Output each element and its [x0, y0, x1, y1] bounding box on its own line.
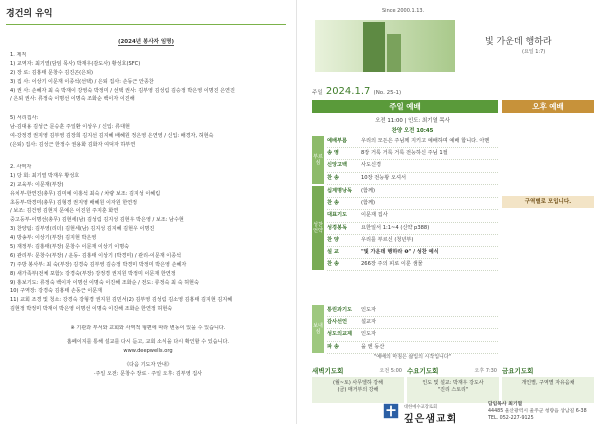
order-row: 십계명낭독 (함께) — [327, 186, 498, 198]
list-item: 초등부-박경미(총무) 김형경 권지영 배혜원 이자원 한연정 — [10, 199, 138, 206]
order-row: 성도의교제 인도자 — [327, 329, 498, 341]
list-item: 9) 홍보기도: 류정숙 백이자 이명선 이명숙 이진해 조화순 / 전도: 류정숙 최 숙 허현숙 — [10, 279, 199, 286]
bulletin-date — [312, 86, 401, 97]
order-row: 신앙고백 사도신경 — [327, 160, 498, 172]
list-item: (은퇴) 집사: 김성근 한정수 권용화 김화자 여덕자 하부연 — [10, 141, 136, 148]
order-row: 송 영 8장 거룩 거룩 거룩 전능하신 주님 1절 — [327, 148, 498, 160]
list-item: 유치부-한연진(총무) 김미예 이홍석 최숙 / 차량 보조: 김지성 이혜림 — [10, 190, 161, 197]
homepage-text: 홈페이지를 통해 설교를 다시 듣고, 교회 소식을 다시 확인할 수 있습니다. — [66, 338, 230, 345]
page-divider — [296, 0, 297, 424]
meeting-body — [312, 377, 404, 403]
order-row: 성경봉독 요한일서 1:1~4 (신약 p388) — [327, 223, 498, 235]
list-item: 1) 교역자: 최기열(담임 목사) 박재우(감도사) 황성호(SFC) — [10, 60, 141, 67]
section-label: 부르심 — [312, 136, 324, 184]
meeting-body — [407, 377, 499, 403]
list-item: 중고등부-이명선(총무) 김현세(남) 김성림 김지성 김현우 박은영 / 보조: 남수현 — [10, 217, 184, 224]
pm-service-tab: 오후 예배 — [502, 100, 594, 113]
section-label: 성찬언약 — [312, 186, 324, 270]
pm-service-note: 구역별로 모입니다. — [502, 196, 594, 208]
order-row: 찬 양 우리를 부르신 (청년부) — [327, 235, 498, 247]
meeting-time: 오후 7:30 — [474, 368, 497, 374]
homepage-link[interactable]: www.deepwells.org — [123, 347, 173, 354]
list-item: / 은퇴 권사: 류정숙 이명선 이명숙 조화순 백이자 이진해 — [10, 96, 135, 103]
address-line: 44485 울산광역시 울주군 청량읍 상남길 6-38 — [488, 408, 587, 414]
church-address — [488, 402, 587, 423]
bulletin-page — [300, 0, 600, 424]
meeting-line: (월~토) 사무엘하 강해 — [333, 380, 383, 386]
issue-number: (No. 25-1) — [373, 90, 402, 96]
church-logo-icon — [382, 402, 400, 420]
notice-block — [10, 325, 286, 379]
date-value: 2024.1.7 — [325, 86, 371, 97]
order-list — [327, 305, 498, 354]
praise-time: 찬양 오전 10:45 — [391, 128, 434, 134]
church-name-block — [404, 404, 457, 425]
page-title: 경건의 유익 — [6, 9, 53, 19]
phone-number: TEL. 052-227-9125 — [488, 415, 534, 421]
verse-reference: (요일 1:7) — [522, 49, 546, 55]
am-service-info: 오전 11:00 | 인도: 최기열 목사 — [375, 118, 450, 124]
list-item: / 보조: 김건영 김현지 문예은 이진원 주지훈 화연 — [10, 208, 119, 215]
church-footer — [300, 402, 600, 425]
meeting-line: 개인별, 구역별 자유음채 — [521, 380, 575, 386]
staff-section-2 — [10, 164, 286, 315]
staff-section-1 — [10, 52, 286, 105]
theme-verse: 빛 가운데 행하라 — [485, 37, 552, 47]
list-item: 1. 제직 — [10, 52, 27, 58]
denomination: 대한예수교장로회 — [404, 405, 438, 410]
list-item: 10) 구역장: 강경숙 김홍태 손동근 이문재 — [10, 288, 103, 295]
deacon-section — [10, 115, 286, 151]
list-item: 남-김대용 김성근 문승훈 주일환 이상우 / 신입: 류대현 — [10, 123, 130, 130]
building-shape — [387, 34, 401, 72]
order-list — [327, 186, 498, 271]
am-service-tab: 주일 예배 — [312, 100, 498, 113]
section-label: 보내심 — [312, 305, 324, 353]
order-row: 찬 송 266장 주의 피로 이룬 샘물 — [327, 259, 498, 271]
list-item: 2. 사역자 — [10, 164, 32, 170]
order-row: 감사선언 설교자 — [327, 317, 498, 329]
meeting-title: 새벽기도회 오전 5:00 — [312, 367, 402, 375]
meeting-body — [502, 377, 594, 403]
list-item: 5) 재정부: 김홍태(부장) 문창수 이문재 이상기 이명숙 — [10, 244, 130, 251]
closing-note: "예배의 마침은 삶입의 시작입니다" — [374, 354, 451, 360]
list-item: 4) 권 사: 손혜자 최 숙 박재이 강영숙 박정미 / 선택 권사: 김부영 김성림 김승정 박은영 이명진 은연진 — [10, 87, 235, 94]
meeting-time: 오전 5:00 — [379, 368, 402, 374]
list-item: 7) 주방 봉사부: 최 숙(부장) 김경숙 김부영 김승정 박경미 박정미 박은영 손혜자 — [10, 261, 187, 268]
church-name: 깊은샘교회 — [404, 414, 458, 425]
list-item: 3) 집 사: 이상기 이문재 이종석(선택) / 은퇴 집사: 손동근 안종찬 — [10, 78, 154, 85]
date-prefix: 주일 — [312, 90, 323, 96]
order-row: 파 송 을 엔 동산 — [327, 342, 498, 354]
list-item: 6) 관리부: 문창수(부장) / 운동- 김홍태 이상기 (박경미) / 관리-이문재 이종석 — [10, 252, 182, 259]
list-item: 8) 새가족부(전체 포함): 강경숙(부장) 강정경 권지원 박정미 이문재 한연정 — [10, 270, 176, 277]
list-item: 4) 방송부: 이상기(부장) 김지현 박은영 — [10, 235, 97, 242]
order-row: 설 교 "빛 가운데 행하라 ❶" / 성찬 예식 — [327, 247, 498, 259]
order-row: 통린과기도 인도자 — [327, 305, 498, 317]
meeting-line: (금) 매거부의 강해 — [337, 387, 379, 394]
change-note: ※ 기관과 부서와 교회와 사역적 형편에 따라 변동이 있을 수 있습니다. — [70, 325, 226, 331]
list-item: 2) 장 로: 김홍태 문창수 김진곤(은퇴) — [10, 69, 93, 76]
list-item: 1) 당 회: 최기열 박재우 황성호 — [10, 172, 80, 179]
list-item: 3) 찬양팀: 김부영(리더) 김현세(남) 김지성 김지혜 김현우 이명진 — [10, 226, 155, 233]
church-photo — [315, 20, 455, 72]
prayer-title: 《다음 기도자 안내》 — [124, 361, 172, 368]
list-item: 김현정 박정미 박재이 박은영 이명선 이명숙 이진해 조화순 한연정 허현숙 — [10, 306, 173, 313]
title-divider — [6, 24, 286, 25]
order-list — [327, 136, 498, 185]
order-row: 대표기도 이문재 집사 — [327, 210, 498, 222]
prayer-line: ·주일 오전: 문창수 장로 · 주일 오후: 김부영 집사 — [93, 370, 203, 377]
list-item: 2) 교육부: 이문재(부장) — [10, 181, 64, 188]
announcement-page — [0, 0, 292, 424]
meeting-line: 인도 및 설교: 박재우 강도사 — [422, 380, 484, 386]
order-row: 찬 송 (함께) — [327, 198, 498, 210]
list-item: 5) 서리집사: — [10, 115, 39, 121]
appointment-subtitle: (2024년 봉사자 임명) — [117, 39, 175, 45]
order-row: 예배부름 우리의 모든은 주님께 지키고 예배하며 예배 합니다. 아멘 — [327, 136, 498, 148]
pastor-name: 담임목사 최기열 — [488, 402, 523, 407]
order-row: 찬 송 10장 전능왕 오셔서 — [327, 173, 498, 185]
meeting-title: 금요기도회 — [502, 367, 534, 375]
meeting-title: 수요기도회 오후 7:30 — [407, 367, 497, 375]
since-text: Since 2000.1.13. — [382, 8, 425, 14]
list-item: 11) 교회 조경 및 청소: 강경숙 강형경 권지원 김민서(2) 김부영 김성림 김소영 김홍태 김지현 김지혜 — [10, 297, 233, 304]
meeting-line: "진리 스토리" — [437, 387, 469, 394]
list-item: 여-강정경 권지영 김부영 김장희 김지선 김지혜 배혜원 정은영 은연영 / 신입: 배경자, 허현숙 — [10, 132, 214, 139]
building-shape — [363, 22, 385, 72]
